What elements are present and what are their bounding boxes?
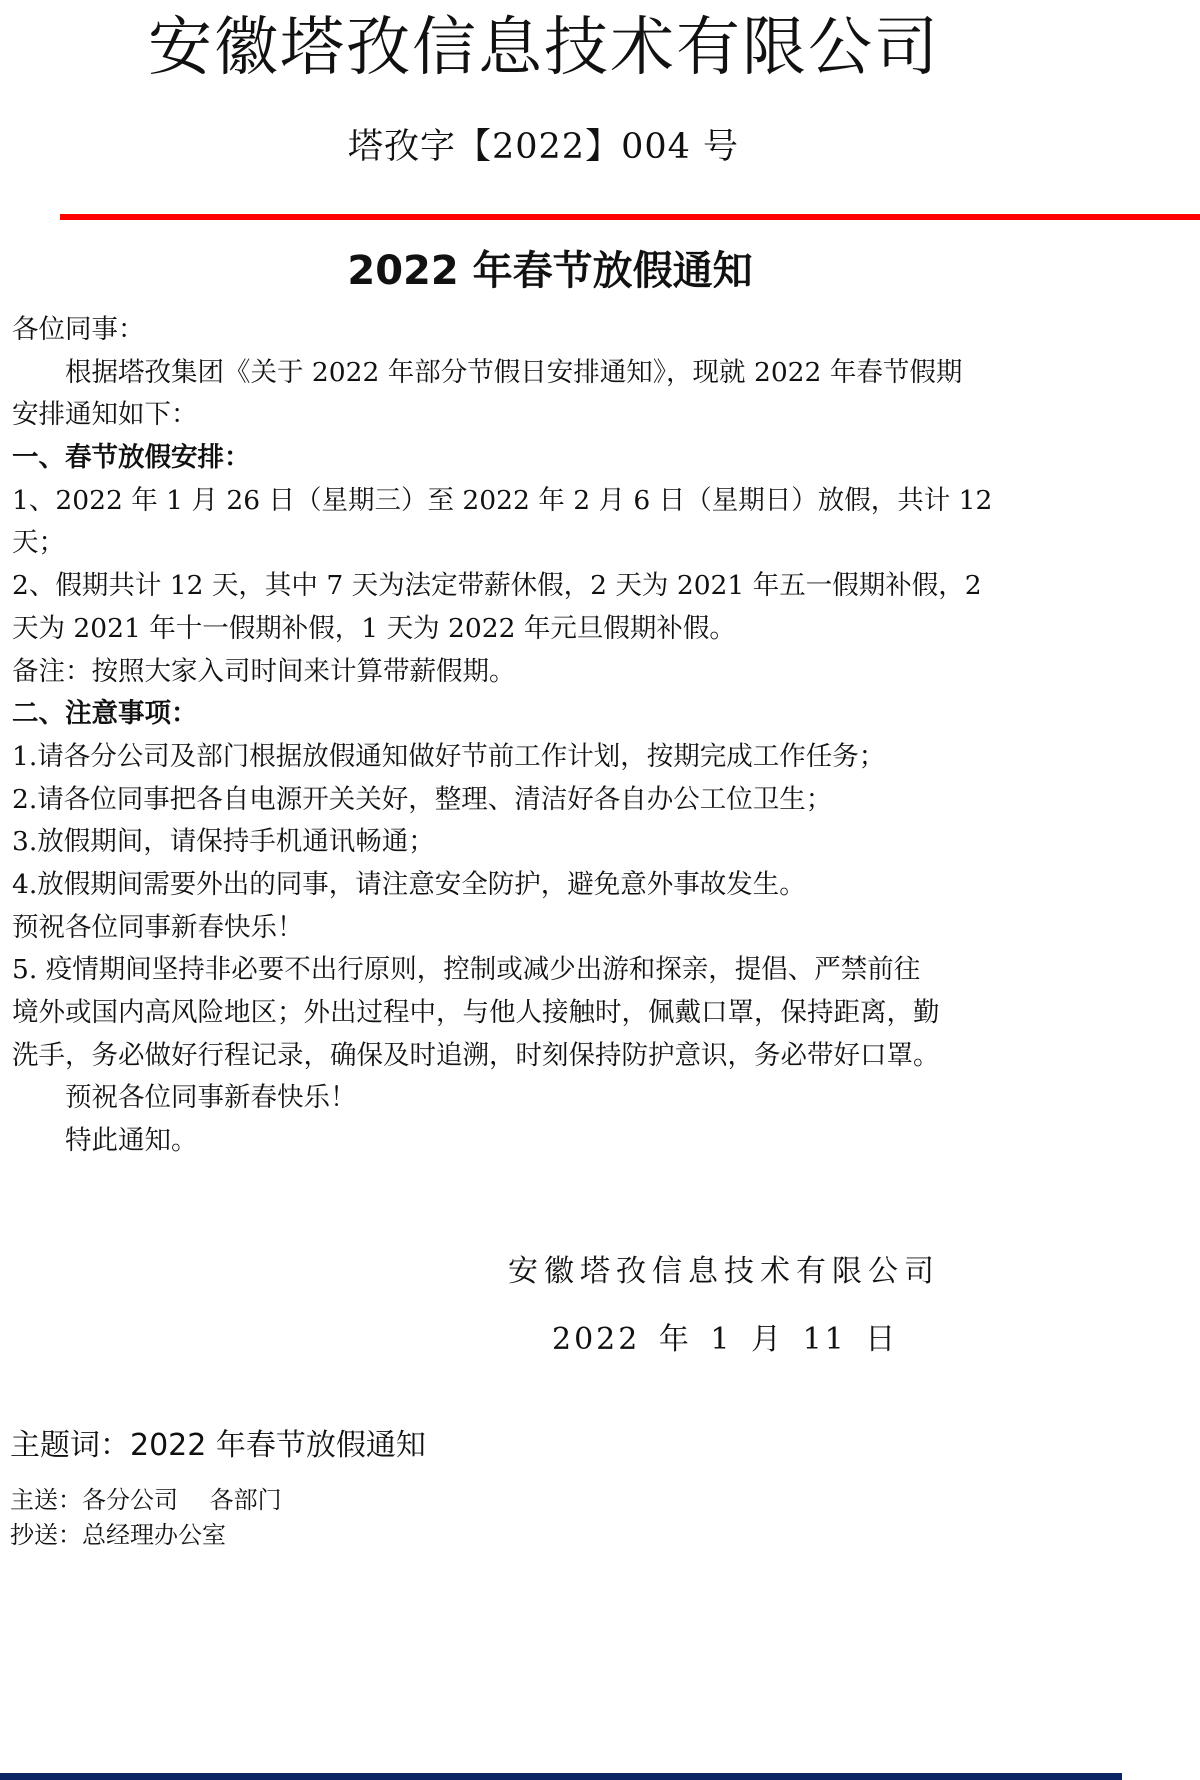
section1-line: 2、假期共计 12 天，其中 7 天为法定带薪休假，2 天为 2021 年五一假期补假，2 bbox=[12, 570, 982, 602]
intro-line: 安排通知如下： bbox=[12, 399, 198, 431]
company-title: 安徽塔孜信息技术有限公司 bbox=[148, 11, 940, 85]
section2-line: 5. 疫情期间坚持非必要不出行原则，控制或减少出游和探亲，提倡、严禁前往 bbox=[12, 954, 921, 986]
notice-title: 2022 年春节放假通知 bbox=[347, 248, 753, 294]
remark-line: 备注：按照大家入司时间来计算带薪假期。 bbox=[12, 655, 516, 687]
section-heading: 二、注意事项： bbox=[12, 698, 198, 730]
navy-footer-rule bbox=[0, 1773, 1122, 1780]
section2-line: 2.请各位同事把各自电源开关关好，整理、清洁好各自办公工位卫生； bbox=[12, 783, 833, 815]
intro-line: 根据塔孜集团《关于 2022 年部分节假日安排通知》，现就 2022 年春节假期 bbox=[65, 356, 963, 388]
red-header-rule bbox=[60, 214, 1200, 220]
salutation: 各位同事： bbox=[12, 314, 145, 345]
subject-keywords: 主题词：2022 年春节放假通知 bbox=[10, 1428, 426, 1463]
signature-company: 安徽塔孜信息技术有限公司 bbox=[508, 1254, 940, 1289]
signature-date: 2022 年 1 月 11 日 bbox=[552, 1322, 899, 1357]
section2-line: 洗手，务必做好行程记录，确保及时追溯，时刻保持防护意识，务必带好口罩。 bbox=[12, 1039, 940, 1071]
section2-line: 预祝各位同事新春快乐！ bbox=[12, 911, 304, 943]
closing-statement: 特此通知。 bbox=[65, 1125, 198, 1157]
main-recipients: 主送：各分公司 各部门 bbox=[10, 1486, 282, 1514]
section2-line: 3.放假期间，请保持手机通讯畅通； bbox=[12, 826, 435, 858]
cc-recipients: 抄送：总经理办公室 bbox=[10, 1521, 226, 1549]
section2-line: 1.请各分公司及部门根据放假通知做好节前工作计划，按期完成工作任务； bbox=[12, 740, 886, 772]
section1-line: 1、2022 年 1 月 26 日（星期三）至 2022 年 2 月 6 日（星期日）放假，共计 12 bbox=[12, 484, 993, 516]
section1-line: 天； bbox=[12, 527, 65, 559]
section1-line: 天为 2021 年十一假期补假，1 天为 2022 年元旦假期补假。 bbox=[12, 612, 736, 644]
document-number: 塔孜字【2022】004 号 bbox=[348, 127, 740, 167]
notice-body bbox=[12, 309, 1092, 1163]
section-heading: 一、春节放假安排： bbox=[12, 442, 251, 474]
section2-line: 4.放假期间需要外出的同事，请注意安全防护，避免意外事故发生。 bbox=[12, 868, 806, 900]
section2-line: 境外或国内高风险地区；外出过程中，与他人接触时，佩戴口罩，保持距离，勤 bbox=[12, 997, 940, 1028]
closing-greeting: 预祝各位同事新春快乐！ bbox=[65, 1082, 357, 1114]
